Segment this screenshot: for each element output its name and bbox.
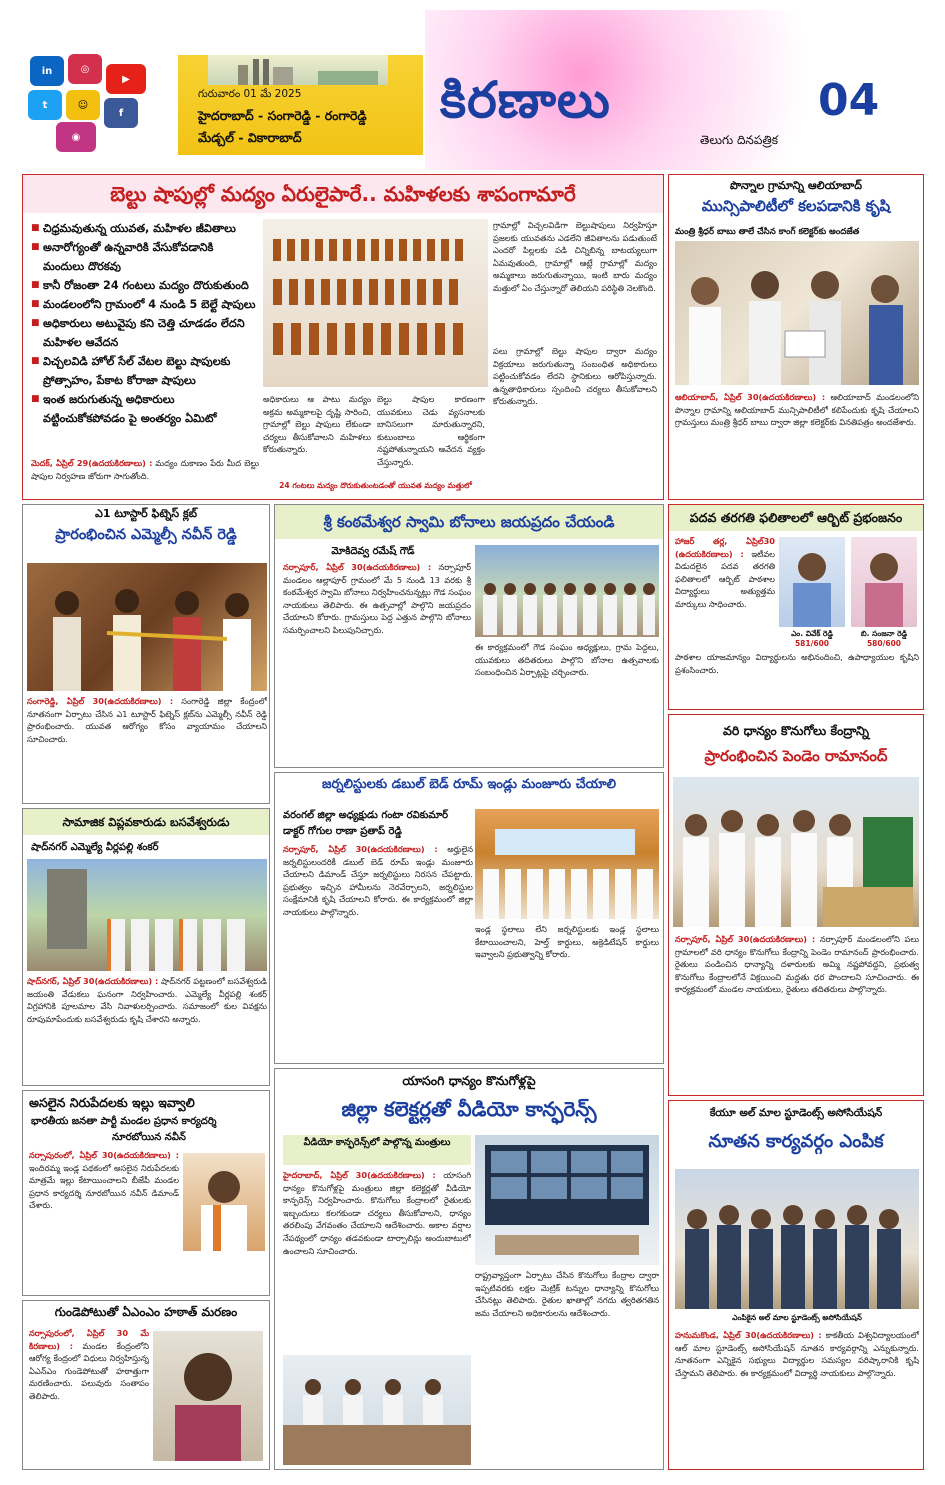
a1-club-photo xyxy=(27,563,267,691)
obituary-photo xyxy=(153,1331,263,1461)
social-icon-cluster xyxy=(22,54,182,154)
students-assoc-photo xyxy=(675,1169,919,1309)
instagram-icon-2: ◉ xyxy=(56,122,96,152)
lead-bullet: ■ కానీ రోజంతా 24 గంటలు మద్యం దొరుకుతుంది xyxy=(31,276,256,295)
students-assoc-kicker: కేయూ అల్ మాల స్టూడెంట్స్ అసోసియేషన్ xyxy=(709,1107,883,1119)
bonalu-story xyxy=(274,504,664,768)
bonalu-body: నర్సాపూర్, ఏప్రిల్ 30(ఉదయకిరణాలు) : నర్సాపూర్ మండలం ఆల్లాపూర్ గ్రామంలో మే 5 నుండి 13 వరకు శ్రీ కంఠమేశ్వర స్వామి బోనాలు నిర్వహించనున్నట్లు గౌడ సంఘం నాయకులు తెలిపారు. ఈ ఉత్సవాల్లో పాల్గొని జయప్రదం చేయాలని కోరారు. గ్రామస్తులు పెద్ద ఎత్తున పాల్గొని బోనాలు సమర్పించాలని పిలుపునిచ్చారు. xyxy=(283,562,471,635)
instagram-icon: ◎ xyxy=(68,54,102,84)
journalists-headline: జర్నలిస్టులకు డబుల్ బెడ్ రూమ్ ఇండ్లు మంజూరు చేయాలి xyxy=(322,777,616,792)
people-illustration xyxy=(675,241,919,385)
lead-bullet: ■ విచ్చలవిడి హోల్ సేల్ వేటల బెల్టు షాపులకు ప్రోత్సాహం, పేకాట కోరాజా షాపులు xyxy=(31,352,256,390)
a1-headline: ప్రారంభించిన ఎమ్మెల్సీ నవీన్ రెడ్డి xyxy=(55,527,237,543)
results-body: హాజర్ తర్ల, ఏప్రిల్30 (ఉదయకిరణాలు) : ఇటీవల విడుదలైన పదవ తరగతి ఫలితాలలో ఆర్బిట్ పాఠశాల విద్యార్థులు అత్యుత్తమ మార్కులు సాధించారు. xyxy=(675,536,775,609)
lead-bullets xyxy=(31,219,256,428)
basaveshwara-kicker: సామాజిక విప్లవకారుడు బసవేశ్వరుడు xyxy=(23,809,269,835)
journalists-body-2: ఇండ్ల స్థలాలు లేని జర్నలిస్టులకు ఇండ్ల స్థలాలు కేటాయించాలని, హెల్త్ కార్డులు, అక్రెడిటేషన్ కార్డులు ఇవ్వాలని ప్రభుత్వాన్ని కోరారు. xyxy=(475,924,659,960)
cities-list xyxy=(198,105,413,149)
student-1-name: ఎం. వివేక్ రెడ్డి xyxy=(791,629,833,638)
paddy-center-story xyxy=(668,714,924,1096)
snapchat-icon: ☺ xyxy=(66,90,100,120)
ponnala-body: ఆలియాబాద్, ఏప్రిల్ 30(ఉదయకిరణాలు) : ఆలియాబాద్ మండలంలోని పొన్నాల గ్రామాన్ని ఆలియాబాద్ మున్సిపాలిటీలో కలిపేందుకు కృషి చేయాలని గ్రామస్తులు మంత్రి శ్రీధర్ బాబు ద్వారా జిల్లా కలెక్టర్‌కు వినతిపత్రం అందజేశారు. xyxy=(675,392,919,428)
basaveshwara-photo xyxy=(27,859,267,971)
newspaper-subtitle: తెలుగు దినపత్రిక xyxy=(700,133,779,147)
video-conf-body: హైదరాబాద్, ఏప్రిల్ 30(ఉదయకిరణాలు) : యాసంగి ధాన్యం కొనుగోళ్లపై మంత్రులు జిల్లా కలెక్టర్లతో వీడియో కాన్ఫరెన్స్ నిర్వహించారు. కొనుగోలు కేంద్రాలలో రైతులకు ఇబ్బందులు కలగకుండా చర్యలు తీసుకోవాలని, ధాన్యం తరలింపు వేగవంతం చేయాలని ఆదేశించారు. అకాల వర్షాల నేపథ్యంలో ధాన్యం తడవకుండా టార్పాలిన్లు అందుబాటులో ఉంచాలని సూచించారు. xyxy=(283,1170,471,1256)
housing-byline-2: నూరబోయిన నవీన్ xyxy=(112,1132,186,1143)
students-assoc-caption: ఎంపికైన అల్ మాల స్టూడెంట్స్ అసోసియేషన్ xyxy=(732,1313,862,1322)
youtube-icon: ▶ xyxy=(106,64,146,94)
date-band xyxy=(178,55,423,155)
journalists-byline-1: వరంగల్ జిల్లా అధ్యక్షుడు గంటా రవికుమార్ xyxy=(283,810,449,821)
obituary-headline: గుండెపోటుతో ఏఎంఎం హఠాత్ మరణం xyxy=(54,1305,238,1319)
lead-bullet: ■ అధికారులు అటువైపు కని చెత్తి చూడడం లేదని మహిళల ఆవేదన xyxy=(31,314,256,352)
video-conf-headline: జిల్లా కలెక్టర్లతో వీడియో కాన్ఫరెన్స్ xyxy=(341,1097,597,1121)
housing-headline: అసలైన నిరుపేదలకు ఇల్లు ఇవ్వాలి xyxy=(29,1095,195,1110)
ponnala-subhead: మంత్రి శ్రీధర్ బాబు తాలే చేసిన కాంగ్ కలెక్టర్‌కు అందజేత xyxy=(675,227,860,237)
basaveshwara-story xyxy=(22,808,270,1086)
student-photo-2 xyxy=(851,537,917,627)
naveen-photo xyxy=(183,1153,265,1251)
bonalu-photo xyxy=(475,545,659,637)
housing-body: నర్సాపురంలో, ఏప్రిల్ 30(ఉదయకిరణాలు) : ఇందిరమ్మ ఇండ్ల పథకంలో అసలైన నిరుపేదలకు మాత్రమే ఇల్లు కేటాయించాలని బీజేపీ మండల ప్రధాన కార్యదర్శి నూరబోయిన నవీన్ డిమాండ్ చేశారు. xyxy=(29,1150,179,1211)
video-conf-body-2: రాష్ట్రవ్యాప్తంగా ఏర్పాటు చేసిన కొనుగోలు కేంద్రాల ద్వారా ఇప్పటివరకు లక్షల మెట్రిక్ టన్నుల ధాన్యాన్ని కొనుగోలు చేసినట్లు తెలిపారు. రైతుల ఖాతాల్లో నగదు త్వరితగతిన జమ చేయాలని అధికారులను ఆదేశించారు. xyxy=(475,1270,659,1318)
conference-screen-illustration xyxy=(475,1135,659,1265)
group-illustration xyxy=(475,545,659,637)
lead-body-col3: గ్రామాల్లో విచ్చలవిడిగా బెల్టుషాపులు నిర్వహిస్తూ ప్రజలకు యువతను ఎడలేని జీవితాలను పడుతుంటే ఎందరో పిల్లలకు పడి చిన్నిబిన్న బాటయ్యలుగా ఏమవుతుంది, గ్రామాల్లో ఆట్లే గ్రామాల్లో మద్యం అమ్మకాలు జరుగుతున్నాయి, ఇంటి బారు మద్యం మత్తులో ఏం చేస్తున్నారో తెలియని పరిస్థితి నెలకొంది. xyxy=(493,220,657,293)
issue-date: గురువారం 01 మే 2025 xyxy=(198,88,302,100)
a1-body: సంగారెడ్డి, ఏప్రిల్ 30(ఉదయకిరణాలు) : సంగారెడ్డి జిల్లా కేంద్రంలో నూతనంగా ఏర్పాటు చేసిన ఎ1 టూస్టార్ ఫిట్నెస్ క్లబ్‌ను ఎమ్మెల్సీ నవీన్ రెడ్డి ప్రారంభించారు. యువత ఆరోగ్యం కోసం వ్యాయామం చేయాలని సూచించారు. xyxy=(27,696,267,744)
results-dateline: హాజర్ తర్ల, ఏప్రిల్30 (ఉదయకిరణాలు) : xyxy=(675,536,775,559)
video-conf-subhead: వీడియో కాన్ఫరెన్స్‌లో పాల్గొన్న మంత్రులు xyxy=(283,1135,471,1165)
results-body-2: పాఠశాల యాజమాన్యం విద్యార్థులను అభినందించి, ఉపాధ్యాయుల కృషిని ప్రశంసించారు. xyxy=(675,652,919,675)
bonalu-headline: శ్రీ కంఠమేశ్వర స్వామి బోనాలు జయప్రదం చేయండి xyxy=(275,505,663,539)
ponnala-dateline: ఆలియాబాద్, ఏప్రిల్ 30(ఉదయకిరణాలు) : xyxy=(675,392,826,402)
lead-bullet: ■ అనారోగ్యంతో ఉన్నవారికి వేసుకోవడానికి మందులు దొరకవు xyxy=(31,238,256,276)
students-assoc-story xyxy=(668,1100,924,1470)
obituary-story xyxy=(22,1300,270,1470)
student-photo-1 xyxy=(779,537,845,627)
cities-line-2: మేడ్చల్ - వికారాబాద్ xyxy=(198,130,302,145)
journalists-body: నర్సాపూర్, ఏప్రిల్ 30(ఉదయకిరణాలు) : అర్హులైన జర్నలిస్టులందరికీ డబుల్ బెడ్ రూమ్ ఇండ్లు మంజూరు చేయాలని డిమాండ్ చేస్తూ జర్నలిస్టులు నిరసన చేపట్టారు. ప్రభుత్వం ఇచ్చిన హామీలను నెరవేర్చాలని, జర్నలిస్టుల సంక్షేమానికి కృషి చేయాలని కోరారు. ఈ కార్యక్రమంలో జిల్లా నాయకులు పాల్గొన్నారు. xyxy=(283,844,473,917)
student-illustration xyxy=(851,537,917,627)
student-1-score: 581/600 xyxy=(794,639,830,648)
ponnala-headline: మున్సిపాలిటీలో కలపడానికి కృషి xyxy=(701,197,891,215)
meeting-room-illustration xyxy=(283,1355,471,1465)
housing-dateline: నర్సాపురంలో, ఏప్రిల్ 30(ఉదయకిరణాలు) : xyxy=(29,1150,179,1160)
linkedin-icon: in xyxy=(30,56,64,86)
lead-bullet: ■ చిధ్రమవుతున్న యువత, మహిళల జీవితాలు xyxy=(31,219,256,238)
lead-bullet: ■ మండలంలోని గ్రామంలో 4 నుండి 5 బెల్టే షాపులు xyxy=(31,295,256,314)
video-conf-kicker: యాసంగి ధాన్యం కొనుగోళ్లపై xyxy=(402,1073,536,1088)
newspaper-logo: కిరణాలు xyxy=(440,70,611,129)
portrait-illustration xyxy=(153,1331,263,1461)
paddy-headline-1: వరి ధాన్యం కొనుగోలు కేంద్రాన్ని xyxy=(722,723,870,738)
a1-dateline: సంగారెడ్డి, ఏప్రిల్ 30(ఉదయకిరణాలు) : xyxy=(27,696,174,706)
lead-dateline: మెదక్, ఏప్రిల్ 29(ఉదయకిరణాలు) : xyxy=(31,458,153,468)
obituary-dateline: నర్సాపురంలో, ఏప్రిల్ 30 మే కిరణాలు) : xyxy=(29,1328,149,1351)
student-2-name: బి. సంజనా రెడ్డి xyxy=(860,629,908,638)
bottles-illustration xyxy=(263,219,488,387)
city-skyline-image xyxy=(208,55,388,85)
students-assoc-dateline: హనుమకొండ, ఏప్రిల్ 30(ఉదయకిరణాలు) : xyxy=(675,1330,822,1340)
charminar-illustration xyxy=(208,55,388,85)
student-illustration xyxy=(779,537,845,627)
lead-story xyxy=(22,174,664,500)
portrait-illustration xyxy=(183,1153,265,1251)
ribbon-cutting-illustration xyxy=(27,563,267,691)
housing-byline-1: భారతీయ జనతా పార్టీ మండల ప్రధాన కార్యదర్శి xyxy=(31,1116,217,1127)
results-story xyxy=(668,504,924,710)
video-conf-story xyxy=(274,1068,664,1470)
basaveshwara-body: షాద్‌నగర్, ఏప్రిల్ 30(ఉదయకిరణాలు) : షాద్‌నగర్ పట్టణంలో బసవేశ్వరుడి జయంతి వేడుకలు ఘనంగా నిర్వహించారు. ఎమ్మెల్యే వీర్లపల్లి శంకర్ విగ్రహానికి పూలమాల వేసి నివాళులర్పించారు. సమాజంలో కుల వివక్షను రూపుమాపేందుకు బసవేశ్వరుడు కృషి చేశారని అన్నారు. xyxy=(27,976,267,1024)
results-headline: పదవ తరగతి ఫలితాలలో ఆర్బిట్ ప్రభంజనం xyxy=(669,505,923,531)
bonalu-body-2: ఈ కార్యక్రమంలో గౌడ సంఘం అధ్యక్షులు, గ్రామ పెద్దలు, యువకులు తదితరులు పాల్గొని బోనాల ఉత్సవాలకు సంబంధించిన ఏర్పాట్లపై చర్చించారు. xyxy=(475,642,659,678)
lead-headline: బెల్టు షాపుల్లో మద్యం ఏరులైపారే.. మహిళలకు శాపంగామారే xyxy=(23,175,663,213)
students-assoc-headline: నూతన కార్యవర్గం ఎంపిక xyxy=(708,1131,884,1152)
page-number: 04 xyxy=(818,75,880,126)
masthead xyxy=(0,0,945,170)
group-photo-illustration xyxy=(675,1169,919,1309)
facebook-icon: f xyxy=(104,98,138,128)
student-2-score: 580/600 xyxy=(866,639,902,648)
basaveshwara-dateline: షాద్‌నగర్, ఏప్రిల్ 30(ఉదయకిరణాలు) : xyxy=(27,976,159,986)
video-conf-photo-1 xyxy=(475,1135,659,1265)
paddy-headline-2: ప్రారంభించిన పెండెం రామానంద్ xyxy=(704,747,888,765)
lead-body-col1: మెదక్, ఏప్రిల్ 29(ఉదయకిరణాలు) : మద్యం దుకాణం పేరు మీద బెల్టు షాపుల నిర్వహణ జోరుగా సాగుతోంది. xyxy=(31,458,259,481)
journalists-story xyxy=(274,772,664,1064)
cities-line-1: హైదరాబాద్ - సంగారెడ్డి - రంగారెడ్డి xyxy=(198,108,367,123)
ponnala-photo xyxy=(675,241,919,385)
lead-bullet: ■ ఇంత జరుగుతున్న అధికారులు వట్టించుకోకపోవడం పై అంతర్యం ఏమిటో xyxy=(31,390,256,428)
paddy-dateline: నర్సాపూర్, ఏప్రిల్ 30(ఉదయకిరణాలు) : xyxy=(675,934,816,944)
twitter-icon: t xyxy=(28,90,62,120)
video-conf-dateline: హైదరాబాద్, ఏప్రిల్ 30(ఉదయకిరణాలు) : xyxy=(283,1170,436,1180)
obituary-body: నర్సాపురంలో, ఏప్రిల్ 30 మే కిరణాలు) : మండల కేంద్రంలోని ఆరోగ్య కేంద్రంలో విధులు నిర్వహిస్తున్న ఏఎన్ఎం గుండెపోటుతో హఠాత్తుగా మరణించారు. పలువురు సంతాపం తెలిపారు. xyxy=(29,1328,149,1401)
journalists-dateline: నర్సాపూర్, ఏప్రిల్ 30(ఉదయకిరణాలు) : xyxy=(283,844,438,854)
basaveshwara-byline: షాద్‌నగర్ ఎమ్మెల్యే వీర్లపల్లి శంకర్ xyxy=(31,842,159,853)
paddy-body: నర్సాపూర్, ఏప్రిల్ 30(ఉదయకిరణాలు) : నర్సాపూర్ మండలంలోని పలు గ్రామాలలో వరి ధాన్యం కొనుగోలు కేంద్రాన్ని పెండెం రామానంద్ ప్రారంభించారు. రైతులు పండించిన ధాన్యాన్ని దళారులకు అమ్మి నష్టపోవద్దని, ప్రభుత్వ కొనుగోలు కేంద్రాలలోనే విక్రయించి మద్దతు ధర పొందాలని సూచించారు. ఈ కార్యక్రమంలో మండల నాయకులు, రైతులు తదితరులు పాల్గొన్నారు. xyxy=(675,934,919,995)
video-conf-photo-2 xyxy=(283,1355,471,1465)
lead-body-col2b: బెల్టు షాపుల కారణంగా యువకులు చెడు వ్యసనాలకు బానిసలుగా మారుతున్నారని, కుటుంబాలు ఆర్థికంగా నష్టపోతున్నాయని ఆవేదన వ్యక్తం చేస్తున్నారు. xyxy=(377,394,485,467)
bonalu-dateline: నర్సాపూర్, ఏప్రిల్ 30(ఉదయకిరణాలు) : xyxy=(283,562,432,572)
journalists-photo xyxy=(475,809,659,919)
liquor-bottles-photo xyxy=(263,219,488,387)
lead-photo-caption: 24 గంటలు మద్యం దొరుకుతుంటడంతో యువత మద్యం మత్తులో xyxy=(279,481,472,490)
ponnala-kicker: పొన్నాల గ్రామాన్ని ఆలియాబాద్ xyxy=(730,179,862,192)
housing-story xyxy=(22,1090,270,1296)
paddy-event-illustration xyxy=(673,777,919,927)
statue-event-illustration xyxy=(27,859,267,971)
journalists-byline-2: డాక్టర్ గోగుల రాణా ప్రతాప్ రెడ్డి xyxy=(283,826,402,837)
a1-club-story xyxy=(22,504,270,804)
bonalu-byline: మోకిదెవ్వ రమేష్ గౌడ్ xyxy=(331,546,415,557)
a1-kicker: ఎ1 టూస్టార్ ఫిట్నెస్ క్లబ్ xyxy=(95,507,197,520)
paddy-center-photo xyxy=(673,777,919,927)
students-assoc-body: హనుమకొండ, ఏప్రిల్ 30(ఉదయకిరణాలు) : కాకతీయ విశ్వవిద్యాలయంలో ఆల్ మాల స్టూడెంట్స్ అసోసియేషన్ నూతన కార్యవర్గాన్ని ఎన్నుకున్నారు. నూతనంగా ఎన్నికైన సభ్యులు విద్యార్థుల సమస్యల పరిష్కారానికి కృషి చేస్తామని తెలిపారు. ఈ కార్యక్రమంలో విద్యార్థి నాయకులు పాల్గొన్నారు. xyxy=(675,1330,919,1378)
lead-body-col2a: అధికారులు ఆ పాటు మద్యం అక్రమ అమ్మకాలపై దృష్టి సారించి, గ్రామాల్లో బెల్టు షాపులు లేకుండా చర్యలు తీసుకోవాలని మహిళలు కోరుతున్నారు. xyxy=(263,394,371,455)
protest-illustration xyxy=(475,809,659,919)
lead-body-col3b: పలు గ్రామాల్లో బెల్టు షాపుల ద్వారా మద్యం విక్రయాలు జరుగుతున్నా సంబంధిత అధికారులు పట్టించుకోవడం లేదని స్థానికులు ఆరోపిస్తున్నారు. ఉన్నతాధికారులు స్పందించి చర్యలు తీసుకోవాలని కోరుతున్నారు. xyxy=(493,346,657,407)
ponnala-story xyxy=(668,174,924,500)
